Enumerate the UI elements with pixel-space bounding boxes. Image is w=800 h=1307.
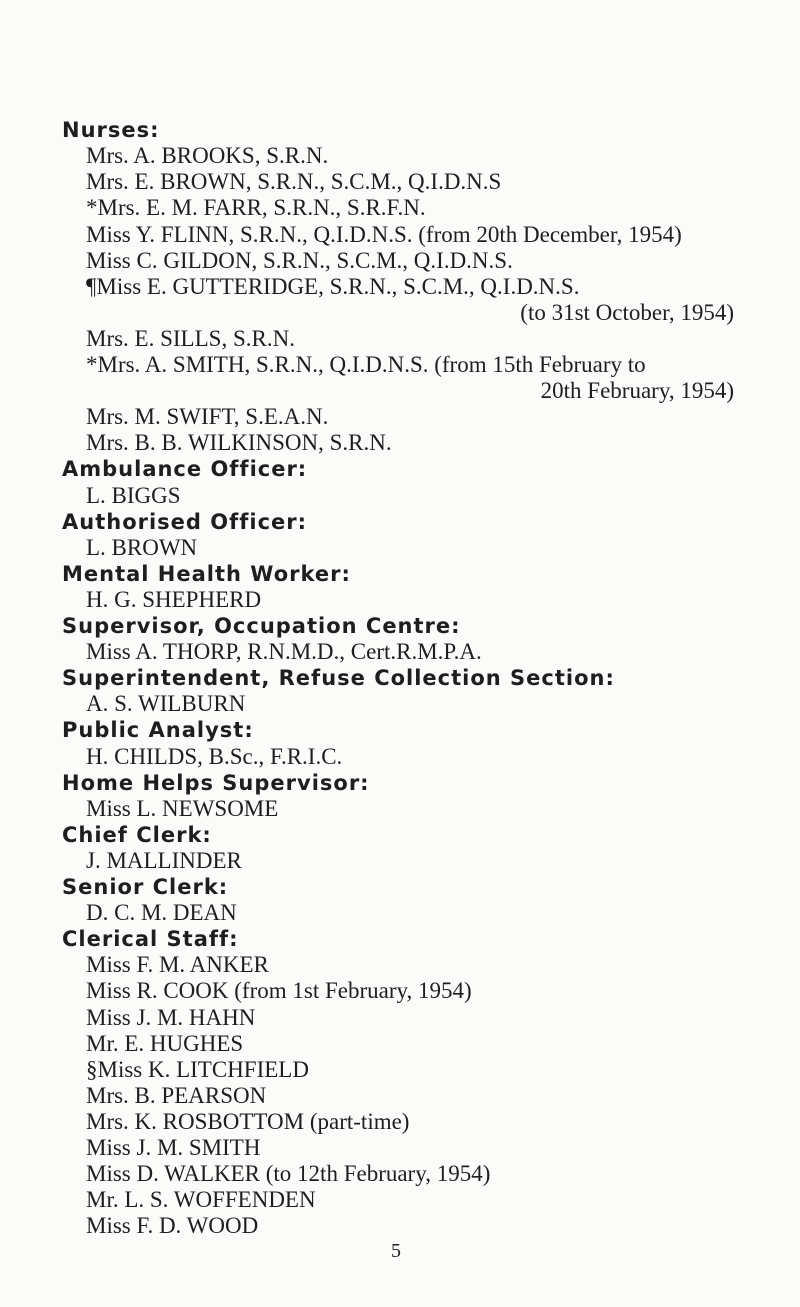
section-heading-nurses: Nurses: xyxy=(62,118,160,142)
staff-line: Miss J. M. SMITH xyxy=(86,1135,261,1160)
staff-line: ¶Miss E. GUTTERIDGE, S.R.N., S.C.M., Q.I.D.N.S. xyxy=(86,274,580,299)
section-heading-chief-clerk: Chief Clerk: xyxy=(62,823,212,847)
staff-line: Mrs. B. B. WILKINSON, S.R.N. xyxy=(86,430,392,455)
staff-line: Miss A. THORP, R.N.M.D., Cert.R.M.P.A. xyxy=(86,639,482,664)
staff-line: Mrs. E. SILLS, S.R.N. xyxy=(86,326,295,351)
staff-line: Mrs. M. SWIFT, S.E.A.N. xyxy=(86,404,329,429)
staff-line: Mr. E. HUGHES xyxy=(86,1031,244,1056)
staff-line: L. BIGGS xyxy=(86,483,181,508)
staff-line-continuation: 20th February, 1954) xyxy=(540,378,734,403)
section-heading-authorised-officer: Authorised Officer: xyxy=(62,510,308,534)
staff-line: H. G. SHEPHERD xyxy=(86,587,262,612)
section-heading-clerical-staff: Clerical Staff: xyxy=(62,927,239,951)
staff-line: Miss D. WALKER (to 12th February, 1954) xyxy=(86,1161,491,1186)
staff-line-continuation: (to 31st October, 1954) xyxy=(520,300,734,325)
staff-line: Miss C. GILDON, S.R.N., S.C.M., Q.I.D.N.S. xyxy=(86,248,513,273)
staff-line: H. CHILDS, B.Sc., F.R.I.C. xyxy=(86,744,343,769)
staff-line: Mr. L. S. WOFFENDEN xyxy=(86,1187,316,1212)
section-heading-mental-health-worker: Mental Health Worker: xyxy=(62,562,351,586)
page-number: 5 xyxy=(391,1240,401,1262)
staff-line: L. BROWN xyxy=(86,535,198,560)
staff-line: Miss J. M. HAHN xyxy=(86,1005,256,1030)
staff-line: A. S. WILBURN xyxy=(86,691,246,716)
staff-line: J. MALLINDER xyxy=(86,848,242,873)
staff-line: Miss F. D. WOOD xyxy=(86,1213,259,1238)
staff-line: Mrs. B. PEARSON xyxy=(86,1083,267,1108)
section-heading-ambulance-officer: Ambulance Officer: xyxy=(62,457,308,481)
staff-line: Mrs. K. ROSBOTTOM (part-time) xyxy=(86,1109,410,1134)
staff-line: Mrs. A. BROOKS, S.R.N. xyxy=(86,143,329,168)
staff-line: Miss Y. FLINN, S.R.N., Q.I.D.N.S. (from 20th December, 1954) xyxy=(86,222,682,247)
staff-line: D. C. M. DEAN xyxy=(86,900,237,925)
staff-line: *Mrs. A. SMITH, S.R.N., Q.I.D.N.S. (from 15th February to xyxy=(86,352,646,377)
section-heading-home-helps-supervisor: Home Helps Supervisor: xyxy=(62,771,370,795)
section-heading-occupation-centre-supervisor: Supervisor, Occupation Centre: xyxy=(62,614,461,638)
staff-line: Miss R. COOK (from 1st February, 1954) xyxy=(86,978,472,1003)
section-heading-public-analyst: Public Analyst: xyxy=(62,718,254,742)
staff-line: §Miss K. LITCHFIELD xyxy=(86,1057,309,1082)
staff-line: Miss L. NEWSOME xyxy=(86,796,279,821)
section-heading-senior-clerk: Senior Clerk: xyxy=(62,875,229,899)
staff-line: Miss F. M. ANKER xyxy=(86,952,269,977)
staff-line: *Mrs. E. M. FARR, S.R.N., S.R.F.N. xyxy=(86,195,426,220)
staff-line: Mrs. E. BROWN, S.R.N., S.C.M., Q.I.D.N.S xyxy=(86,169,502,194)
section-heading-refuse-collection-superintendent: Superintendent, Refuse Collection Section: xyxy=(62,666,615,690)
